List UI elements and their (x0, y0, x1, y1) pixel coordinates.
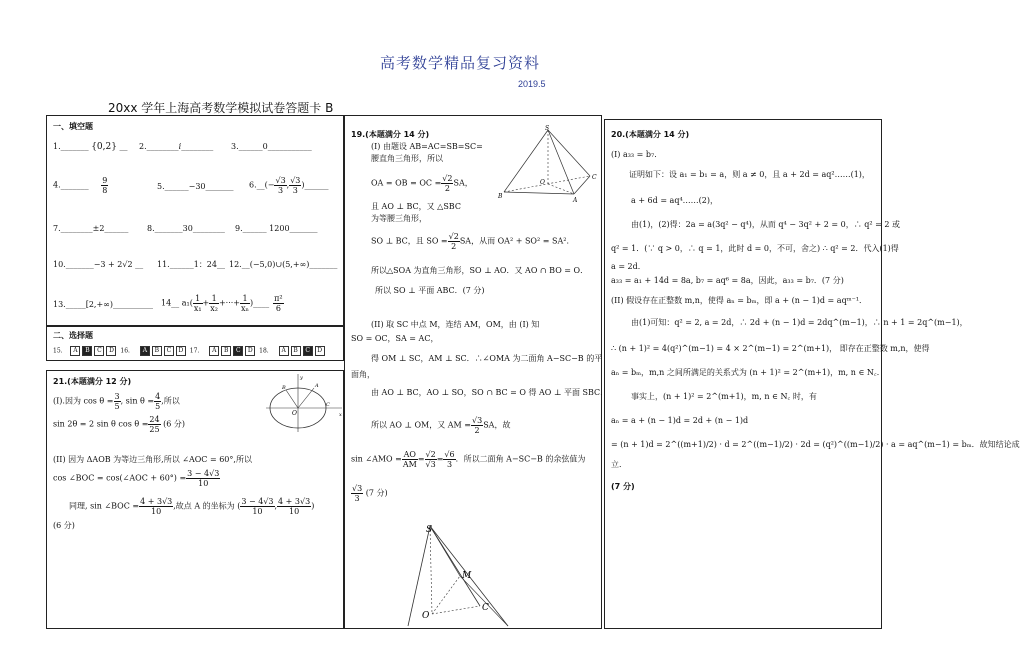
choice-15-a[interactable]: A (70, 346, 80, 356)
edge-bc (504, 176, 590, 192)
page-title: 20xx 学年上海高考数学模拟试卷答题卡 B (108, 101, 334, 115)
blank-7: 7.________±2______ (53, 224, 129, 233)
p20-line-13: aₙ = a + (n − 1)d = 2d + (n − 1)d (611, 416, 749, 425)
p21-heading: 21.(本题满分 12 分) (53, 377, 132, 386)
choice-row: 15. A B C D 16. A B C D 17. A B C D 18. A B C D (53, 346, 327, 357)
p20-line-11: aₙ = bₘ，m,n 之间所满足的关系式为 (n + 1)² = 2^(m+1)，m, n ∈ N꜀． (611, 368, 885, 377)
blank-13: 13._____[2,+∞)__________ (53, 300, 153, 309)
blank-6: 6.__(− $\frac{√3}{3}$ , $\frac{√3}{3}$ )______ (249, 176, 329, 195)
p19-line-6: SO ⊥ BC，且 SO = $\frac{√2}{2}$ SA，从而 OA² + SO² = SA²． (371, 232, 575, 251)
p19-line-11: 得 OM ⊥ SC，AM ⊥ SC．∴∠OMA 为二面角 A−SC−B 的平 (371, 354, 603, 363)
fig19-b: B (498, 193, 503, 200)
p19-line-8: 所以 SO ⊥ 平面 ABC．(7 分) (375, 286, 485, 295)
choice-18-c[interactable]: C (303, 346, 313, 356)
choice-18-d[interactable]: D (315, 346, 325, 356)
edge-oc (432, 606, 480, 614)
problem-20-box (604, 119, 1020, 629)
fig21-a: A (315, 383, 319, 389)
p19-line-12: 面角， (351, 370, 375, 379)
blank-2: 2.________i________ (139, 142, 214, 151)
p19-section-figure (404, 522, 514, 628)
fig21-x: x (339, 412, 342, 418)
ray-oa (298, 388, 314, 408)
p20-line-7: a₃₃ = a₁ + 14d = 8a, b₇ = aq⁶ = 8a，因此，a₃₃ = b₇．(7 分) (611, 276, 844, 285)
p19-line-1: (I) 由题设 AB=AC=SB=SC= (371, 142, 483, 151)
p20-line-8: (II) 假设存在正整数 m,n，使得 aₙ = bₘ，即 a + (n − 1)d = aqᵐ⁻¹． (611, 296, 868, 305)
blank-3: 3.______0___________ (231, 142, 312, 151)
edge-sa (548, 130, 574, 194)
choice-17-b[interactable]: B (221, 346, 231, 356)
choice-17-a[interactable]: A (209, 346, 219, 356)
blank-5: 5.______−30_______ (157, 182, 234, 191)
edge-om (432, 576, 460, 614)
fill-heading: 一、填空题 (53, 122, 93, 131)
p21-line-1: (I).因为 cos θ = $\frac{3}{5}$ , sin θ = $\frac{4}{5}$ ,所以 (53, 392, 180, 411)
p21-line-6: (6 分) (53, 521, 75, 530)
p19-heading: 19.(本题满分 14 分) (351, 130, 430, 139)
edge-m-right (460, 576, 508, 626)
p19-line-15: sin ∠AMO = $\frac{AO}{AM}$ = $\frac{√2}{√3}$ = $\frac{√6}{3}$ ．所以二面角 A−SC−B 的余弦值为 (351, 450, 586, 469)
blank-1: 1._______ {0,2} __ (53, 142, 128, 152)
fig19b-s: S (426, 525, 433, 535)
p19-line-5: 为等腰三角形， (371, 214, 427, 223)
choice-15-b[interactable]: B (82, 346, 92, 356)
edge-sc (548, 130, 590, 176)
choice-17-options (209, 348, 259, 355)
p21-line-3: (II) 因为 ΔAOB 为等边三角形,所以 ∠AOC = 60°,所以 (53, 455, 252, 464)
p19-line-7: 所以△SOA 为直角三角形，SO ⊥ AO．又 AO ∩ BO = O． (371, 266, 589, 275)
blank-11: 11.______1：24__ (157, 260, 225, 269)
fig21-b: B (282, 385, 286, 391)
fig19-o: O (540, 179, 545, 186)
blank-14: 14__ a₁( $\frac{1}{\text{x₁}}$ + $\frac{1}{\text{x₂}}$ +···+ $\frac{1}{\text{xₙ}}$ )____ $\frac{\text{π²}}{6}$ (161, 294, 283, 313)
header-date: 2019.5 (518, 79, 546, 89)
ray-ob (286, 390, 298, 408)
fill-blank-section (46, 115, 344, 326)
p20-line-5: q² = 1．(∵ q > 0，∴ q = 1，此时 d = 0，不可，舍之) ∴ q² = 2．代入(1)得 (611, 244, 899, 253)
choice-15-d[interactable]: D (106, 346, 116, 356)
p19-line-9: (II) 取 SC 中点 M，连结 AM，OM，由 (I) 知 (371, 320, 540, 329)
fig21-y: y (300, 375, 303, 381)
edge-s-m (430, 526, 460, 576)
p19-line-13: 由 AO ⊥ BC，AO ⊥ SO，SO ∩ BC = O 得 AO ⊥ 平面 SBC． (371, 388, 609, 397)
p19-line-3: OA = OB = OC = $\frac{√2}{2}$ SA， (371, 174, 473, 193)
choice-15-c[interactable]: C (94, 346, 104, 356)
choice-15-options (70, 348, 120, 355)
choice-heading: 二、选择题 (53, 331, 93, 340)
fig19-a: A (573, 197, 578, 204)
fig19b-m: M (462, 571, 472, 581)
p20-line-14: = (n + 1)d = 2^((m+1)/2) · d = 2^((m−1)/2) · 2d = (q²)^((m−1)/2) · a = aq^(m−1) = bₘ．故知结论成 (611, 440, 1020, 449)
fig21-o: O (292, 410, 297, 417)
choice-16-d[interactable]: D (176, 346, 186, 356)
choice-16-a[interactable]: A (140, 346, 150, 356)
edge-oa (548, 184, 574, 194)
fig19-s: S (545, 125, 550, 132)
p19-line-14: 所以 AO ⊥ OM，又 AM = $\frac{√3}{2}$ SA，故 (371, 416, 511, 435)
blank-4: 4._______ $\frac{9}{8}$ (53, 176, 108, 195)
choice-17-c[interactable]: C (233, 346, 243, 356)
blank-12: 12.__(−5,0)∪(5,+∞)_______ (229, 260, 338, 269)
p19-pyramid-figure (496, 124, 600, 206)
fig19b-c: C (482, 603, 489, 613)
p19-line-2: 腰直角三角形，所以 (371, 154, 443, 163)
edge-so-2 (430, 526, 432, 614)
p20-line-4: 由(1)，(2)得：2a = a(3q² − q⁴)，从而 q⁴ − 3q² + 2 = 0，∴ q² = 2 或 (631, 220, 900, 229)
fig21-c: C (326, 402, 330, 408)
p20-line-2: 证明如下：设 a₁ = b₁ = a，则 a ≠ 0，且 a + 2d = aq²……(1)， (629, 170, 870, 179)
p20-line-9: 由(1)可知：q² = 2, a = 2d，∴ 2d + (n − 1)d = 2dq^(m−1)，∴ n + 1 = 2q^(m−1)， (631, 318, 968, 327)
edge-ba (504, 192, 574, 194)
p19-line-4: 且 AO ⊥ BC，又 △SBC (371, 202, 461, 211)
p20-line-12: 事实上，(n + 1)² = 2^(m+1)，m, n ∈ N꜀ 时，有 (631, 392, 817, 401)
blank-8: 8._______30________ (147, 224, 225, 233)
p20-line-16: (7 分) (611, 482, 635, 491)
p21-line-2: sin 2θ = 2 sin θ cos θ = $\frac{24}{25}$ (6 分) (53, 415, 186, 434)
blank-9: 9.______ 1200_______ (235, 224, 318, 233)
choice-16-c[interactable]: C (164, 346, 174, 356)
p21-line-4: cos ∠BOC = cos(∠AOC + 60°) = $\frac{3 - 4√3}{10}$ (53, 469, 220, 488)
p20-line-10: ∴ (n + 1)² = 4(q²)^(m−1) = 4 × 2^(m−1) = 2^(m+1)， 即存在正整数 m,n，使得 (611, 344, 930, 353)
blank-10: 10._______−3 + 2√2 __ (53, 260, 144, 269)
p20-line-15: 立． (611, 460, 627, 469)
p20-line-3: a + 6d = aq⁴……(2)， (631, 196, 718, 205)
p20-line-1: (I) a₃₃ = b₇． (611, 150, 663, 159)
choice-18-options (279, 348, 327, 355)
choice-18-b[interactable]: B (291, 346, 301, 356)
fig19b-o: O (422, 611, 430, 621)
header-banner: 高考数学精品复习资料 (379, 54, 540, 72)
choice-17-d[interactable]: D (245, 346, 255, 356)
p21-line-5: 同理, sin ∠BOC = $\frac{4 + 3√3}{10}$ ,故点 A 的坐标为 ( $\frac{3 - 4√3}{10}$ , $\frac{4 + 3√3}{10}$ ) (69, 497, 315, 516)
p20-line-6: a = 2d． (611, 262, 646, 271)
p20-heading: 20.(本题满分 14 分) (611, 130, 690, 139)
choice-section (46, 326, 344, 361)
p19-line-10: SO = OC，SA = AC， (351, 334, 439, 343)
choice-16-options (140, 348, 190, 355)
p19-line-16: $\frac{√3}{3}$ (7 分) (352, 484, 388, 503)
fig19-c: C (592, 174, 597, 181)
choice-16-b[interactable]: B (152, 346, 162, 356)
choice-18-a[interactable]: A (279, 346, 289, 356)
p21-circle-figure (262, 372, 346, 434)
